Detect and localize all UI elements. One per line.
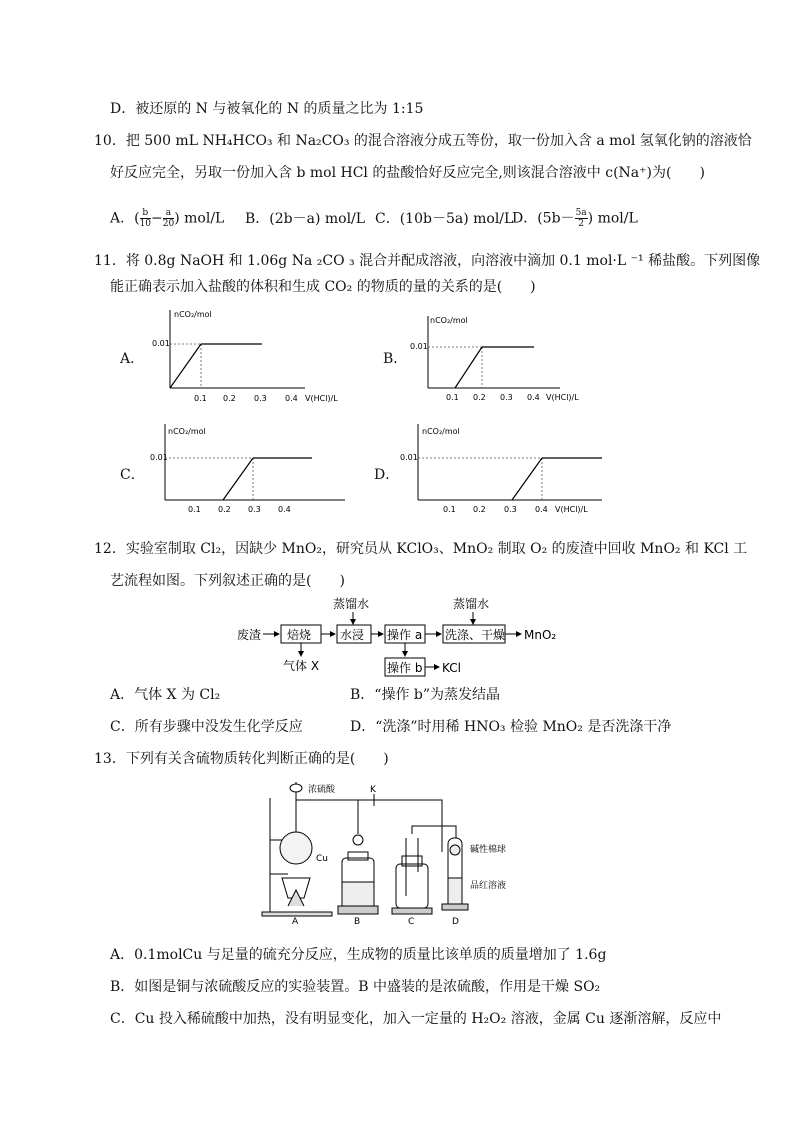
q11-graph-d-letter: D． bbox=[374, 467, 400, 483]
x-axis-label: V(HCl)/L bbox=[305, 394, 338, 403]
q11-graph-a-letter: A． bbox=[120, 351, 145, 367]
fraction-numerator: 5a bbox=[575, 208, 587, 218]
q10-stem-line1: 10．把 500 mL NH₄HCO₃ 和 Na₂CO₃ 的混合溶液分成五等份，取一份加入含 a mol 氢氧化钠的溶液恰 bbox=[94, 133, 752, 149]
q10-option-d-prefix: D．(5b－ bbox=[512, 210, 575, 227]
flow-step-operation-b: 操作 b bbox=[387, 661, 423, 675]
fraction bbox=[140, 208, 151, 229]
q12-option-a: A．气体 X 为 Cl₂ bbox=[110, 687, 221, 703]
flow-step-operation-a: 操作 a bbox=[387, 628, 423, 642]
q11-graph-d bbox=[400, 420, 610, 524]
flow-gas-label: 气体 X bbox=[283, 659, 320, 673]
x-tick-label: 0.4 bbox=[278, 505, 291, 514]
y-axis-label: nCO₂/mol bbox=[422, 427, 460, 436]
q12-option-c: C．所有步骤中没发生化学反应 bbox=[110, 719, 303, 735]
q12-option-d: D．“洗涤”时用稀 HNO₃ 检验 MnO₂ 是否洗涤干净 bbox=[350, 719, 672, 735]
x-axis-label: V(HCl)/L bbox=[555, 505, 588, 514]
x-tick-label: 0.3 bbox=[504, 505, 517, 514]
flow-product-kcl: KCl bbox=[442, 661, 461, 675]
minus-sign: − bbox=[151, 210, 163, 227]
q10-option-d bbox=[512, 208, 638, 229]
q10-option-d-suffix: ) mol/L bbox=[587, 210, 638, 227]
x-tick-label: 0.4 bbox=[527, 393, 540, 402]
fraction bbox=[163, 208, 174, 229]
q11-stem-line1: 11．将 0.8g NaOH 和 1.06g Na ₂CO ₃ 混合并配成溶液，向溶液中滴加 0.1 mol·L ⁻¹ 稀盐酸。下列图像 bbox=[94, 253, 761, 269]
q11-graph-c-letter: C． bbox=[120, 467, 145, 483]
cotton-label: 碱性棉球 bbox=[470, 845, 507, 855]
q12-process-flowchart bbox=[235, 596, 565, 678]
q10-option-a-prefix: A．( bbox=[110, 210, 140, 227]
flow-water-label-1: 蒸馏水 bbox=[333, 597, 370, 611]
x-tick-label: 0.1 bbox=[188, 505, 201, 514]
q11-stem-line2: 能正确表示加入盐酸的体积和生成 CO₂ 的物质的量的关系的是( ) bbox=[110, 279, 536, 295]
x-tick-label: 0.3 bbox=[254, 394, 267, 403]
q11-graph-b bbox=[410, 312, 610, 412]
flow-step-leach: 水浸 bbox=[340, 628, 365, 642]
curve-rise bbox=[455, 347, 482, 388]
apparatus-c bbox=[392, 838, 432, 914]
y-axis-label: nCO₂/mol bbox=[168, 427, 206, 436]
x-tick-label: 0.4 bbox=[285, 394, 298, 403]
q9-option-d: D．被还原的 N 与被氧化的 N 的质量之比为 1:15 bbox=[110, 101, 424, 117]
apparatus-a-label: A bbox=[292, 917, 299, 926]
fraction-numerator: b bbox=[140, 208, 151, 219]
q13-option-a: A．0.1molCu 与足量的硫充分反应，生成物的质量比该单质的质量增加了 1.6g bbox=[110, 947, 607, 963]
y-tick-label: 0.01 bbox=[152, 339, 170, 348]
q13-stem: 13．下列有关含硫物质转化判断正确的是( ) bbox=[94, 751, 389, 767]
curve-rise bbox=[512, 458, 542, 500]
q10-stem-line2: 好反应完全，另取一份加入含 b mol HCl 的盐酸恰好反应完全,则该混合溶液中 c(Na⁺)为( ) bbox=[110, 165, 705, 181]
cu-label: Cu bbox=[316, 854, 328, 864]
y-tick-label: 0.01 bbox=[150, 453, 168, 462]
x-tick-label: 0.2 bbox=[473, 505, 486, 514]
q11-graph-b-letter: B． bbox=[383, 351, 408, 367]
q12-stem-line2: 艺流程如图。下列叙述正确的是( ) bbox=[110, 573, 345, 589]
flow-product-mno2: MnO₂ bbox=[524, 628, 557, 642]
curve-rise bbox=[223, 458, 253, 500]
apparatus-b-label: B bbox=[354, 917, 361, 926]
q10-option-c: C．(10b－5a) mol/L bbox=[375, 211, 514, 227]
q12-option-b: B．“操作 b”为蒸发结晶 bbox=[350, 687, 501, 703]
acid-label: 浓硫酸 bbox=[308, 785, 336, 795]
flow-step-wash-dry: 洗涤、干燥 bbox=[445, 628, 506, 642]
y-tick-label: 0.01 bbox=[410, 342, 428, 351]
q12-stem-line1: 12．实验室制取 Cl₂，因缺少 MnO₂，研究员从 KClO₃、MnO₂ 制取 O₂ 的废渣中回收 MnO₂ 和 KCl 工 bbox=[94, 541, 748, 557]
fraction bbox=[575, 208, 588, 229]
q10-option-a-suffix: ) mol/L bbox=[174, 210, 225, 227]
x-tick-label: 0.3 bbox=[248, 505, 261, 514]
apparatus-b bbox=[338, 835, 378, 914]
x-tick-label: 0.1 bbox=[446, 393, 459, 402]
x-tick-label: 0.3 bbox=[500, 393, 513, 402]
valve-k-label: K bbox=[370, 785, 376, 795]
flow-water-label-2: 蒸馏水 bbox=[453, 597, 490, 611]
dye-label: 品红溶液 bbox=[470, 881, 507, 891]
curve-rise bbox=[170, 344, 201, 388]
apparatus-a bbox=[262, 782, 332, 916]
y-axis-label: nCO₂/mol bbox=[174, 310, 212, 319]
apparatus-d-label: D bbox=[452, 917, 459, 926]
x-tick-label: 0.1 bbox=[443, 505, 456, 514]
q10-option-b: B．(2b－a) mol/L bbox=[245, 211, 366, 227]
x-tick-label: 0.4 bbox=[535, 505, 548, 514]
x-tick-label: 0.2 bbox=[223, 394, 236, 403]
flow-step-roast: 焙烧 bbox=[287, 628, 312, 642]
q13-apparatus-diagram bbox=[258, 778, 518, 926]
y-tick-label: 0.01 bbox=[400, 453, 418, 462]
q11-graph-a bbox=[150, 306, 390, 410]
fraction-denominator: 20 bbox=[162, 219, 175, 229]
fraction-denominator: 10 bbox=[139, 219, 152, 229]
q10-option-a bbox=[110, 208, 224, 229]
apparatus-c-label: C bbox=[408, 917, 415, 926]
q13-option-c: C．Cu 投入稀硫酸中加热，没有明显变化，加入一定量的 H₂O₂ 溶液，金属 Cu 逐渐溶解，反应中 bbox=[110, 1011, 722, 1027]
fraction-denominator: 2 bbox=[578, 219, 584, 229]
gas-tubing bbox=[296, 794, 456, 852]
x-tick-label: 0.2 bbox=[218, 505, 231, 514]
x-tick-label: 0.2 bbox=[473, 393, 486, 402]
q13-option-b: B．如图是铜与浓硫酸反应的实验装置。B 中盛装的是浓硫酸，作用是干燥 SO₂ bbox=[110, 979, 601, 995]
x-axis-label: V(HCl)/L bbox=[546, 393, 579, 402]
q11-graph-c bbox=[150, 420, 380, 524]
fraction-numerator: a bbox=[163, 208, 174, 219]
x-tick-label: 0.1 bbox=[194, 394, 207, 403]
y-axis-label: nCO₂/mol bbox=[430, 316, 468, 325]
apparatus-d bbox=[442, 838, 468, 910]
flow-start-label: 废渣 bbox=[237, 628, 262, 642]
